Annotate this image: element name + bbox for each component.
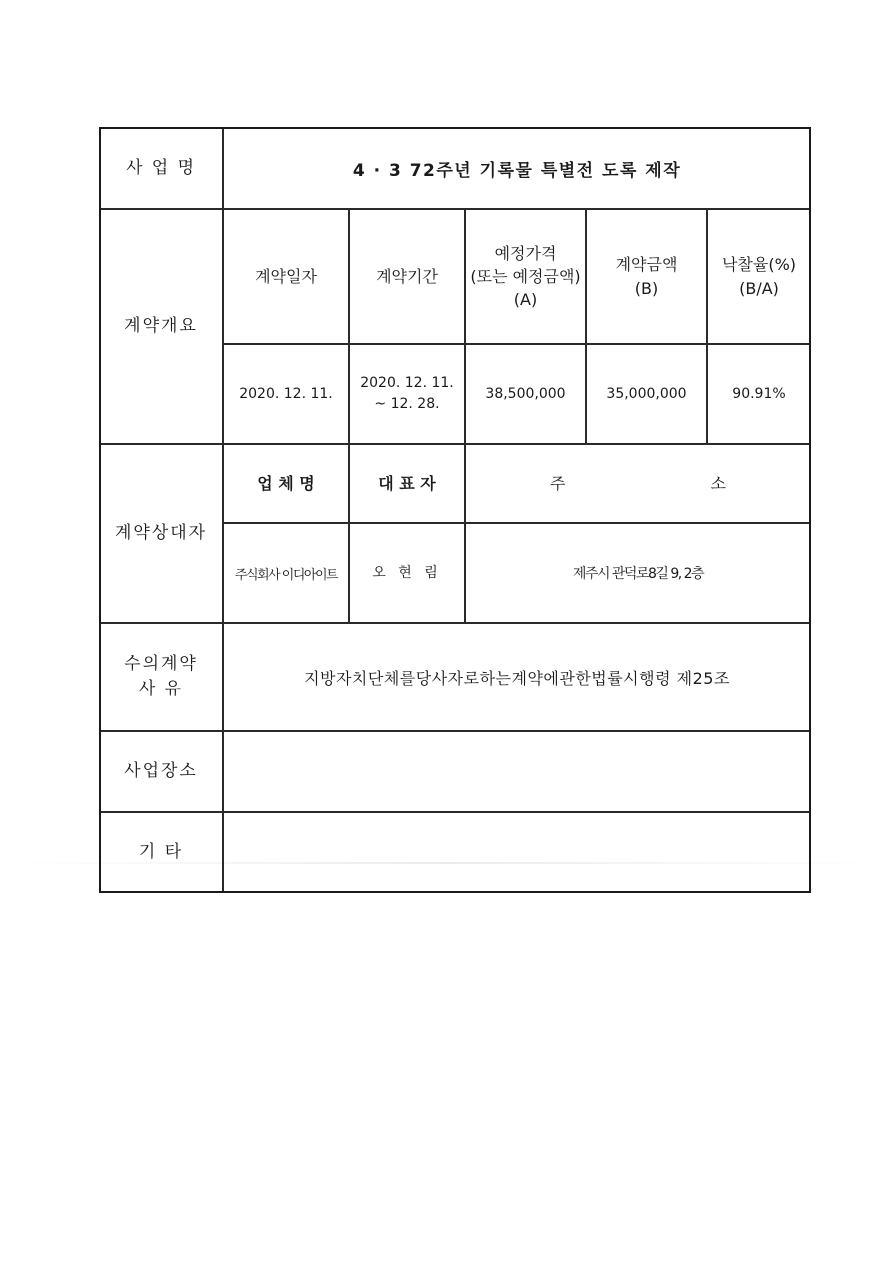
project-title: 4 · 3 72주년 기록물 특별전 도록 제작 [223, 127, 811, 209]
value-address: 제주시 관덕로8길 9, 2층 [465, 523, 811, 623]
location-value [223, 731, 811, 812]
header-award-rate: 낙찰율(%) (B/A) [707, 209, 811, 344]
etc-value [223, 812, 811, 893]
value-contract-amount: 35,000,000 [586, 344, 707, 444]
value-contract-period: 2020. 12. 11. ~ 12. 28. [349, 344, 465, 444]
reason-value: 지방자치단체를당사자로하는계약에관한법률시행령 제25조 [223, 623, 811, 731]
header-representative: 대 표 자 [349, 444, 465, 523]
location-label: 사업장소 [99, 731, 223, 812]
value-award-rate: 90.91% [707, 344, 811, 444]
project-name-label: 사 업 명 [99, 127, 223, 209]
header-contract-period: 계약기간 [349, 209, 465, 344]
counterparty-label: 계약상대자 [99, 444, 223, 623]
value-company-name: 주식회사 이디아이트 [223, 523, 349, 623]
etc-label: 기 타 [99, 812, 223, 893]
reason-label: 수의계약 사 유 [99, 623, 223, 731]
scan-artifact-line [0, 862, 893, 864]
value-contract-date: 2020. 12. 11. [223, 344, 349, 444]
header-address [465, 444, 811, 523]
header-address-text: 주 소 [550, 473, 796, 493]
value-estimated-price: 38,500,000 [465, 344, 586, 444]
header-company-name: 업 체 명 [223, 444, 349, 523]
value-representative: 오 현 림 [349, 523, 465, 623]
contract-overview-label: 계약개요 [99, 209, 223, 444]
header-contract-amount: 계약금액 (B) [586, 209, 707, 344]
header-contract-date: 계약일자 [223, 209, 349, 344]
header-estimated-price: 예정가격 (또는 예정금액) (A) [465, 209, 586, 344]
